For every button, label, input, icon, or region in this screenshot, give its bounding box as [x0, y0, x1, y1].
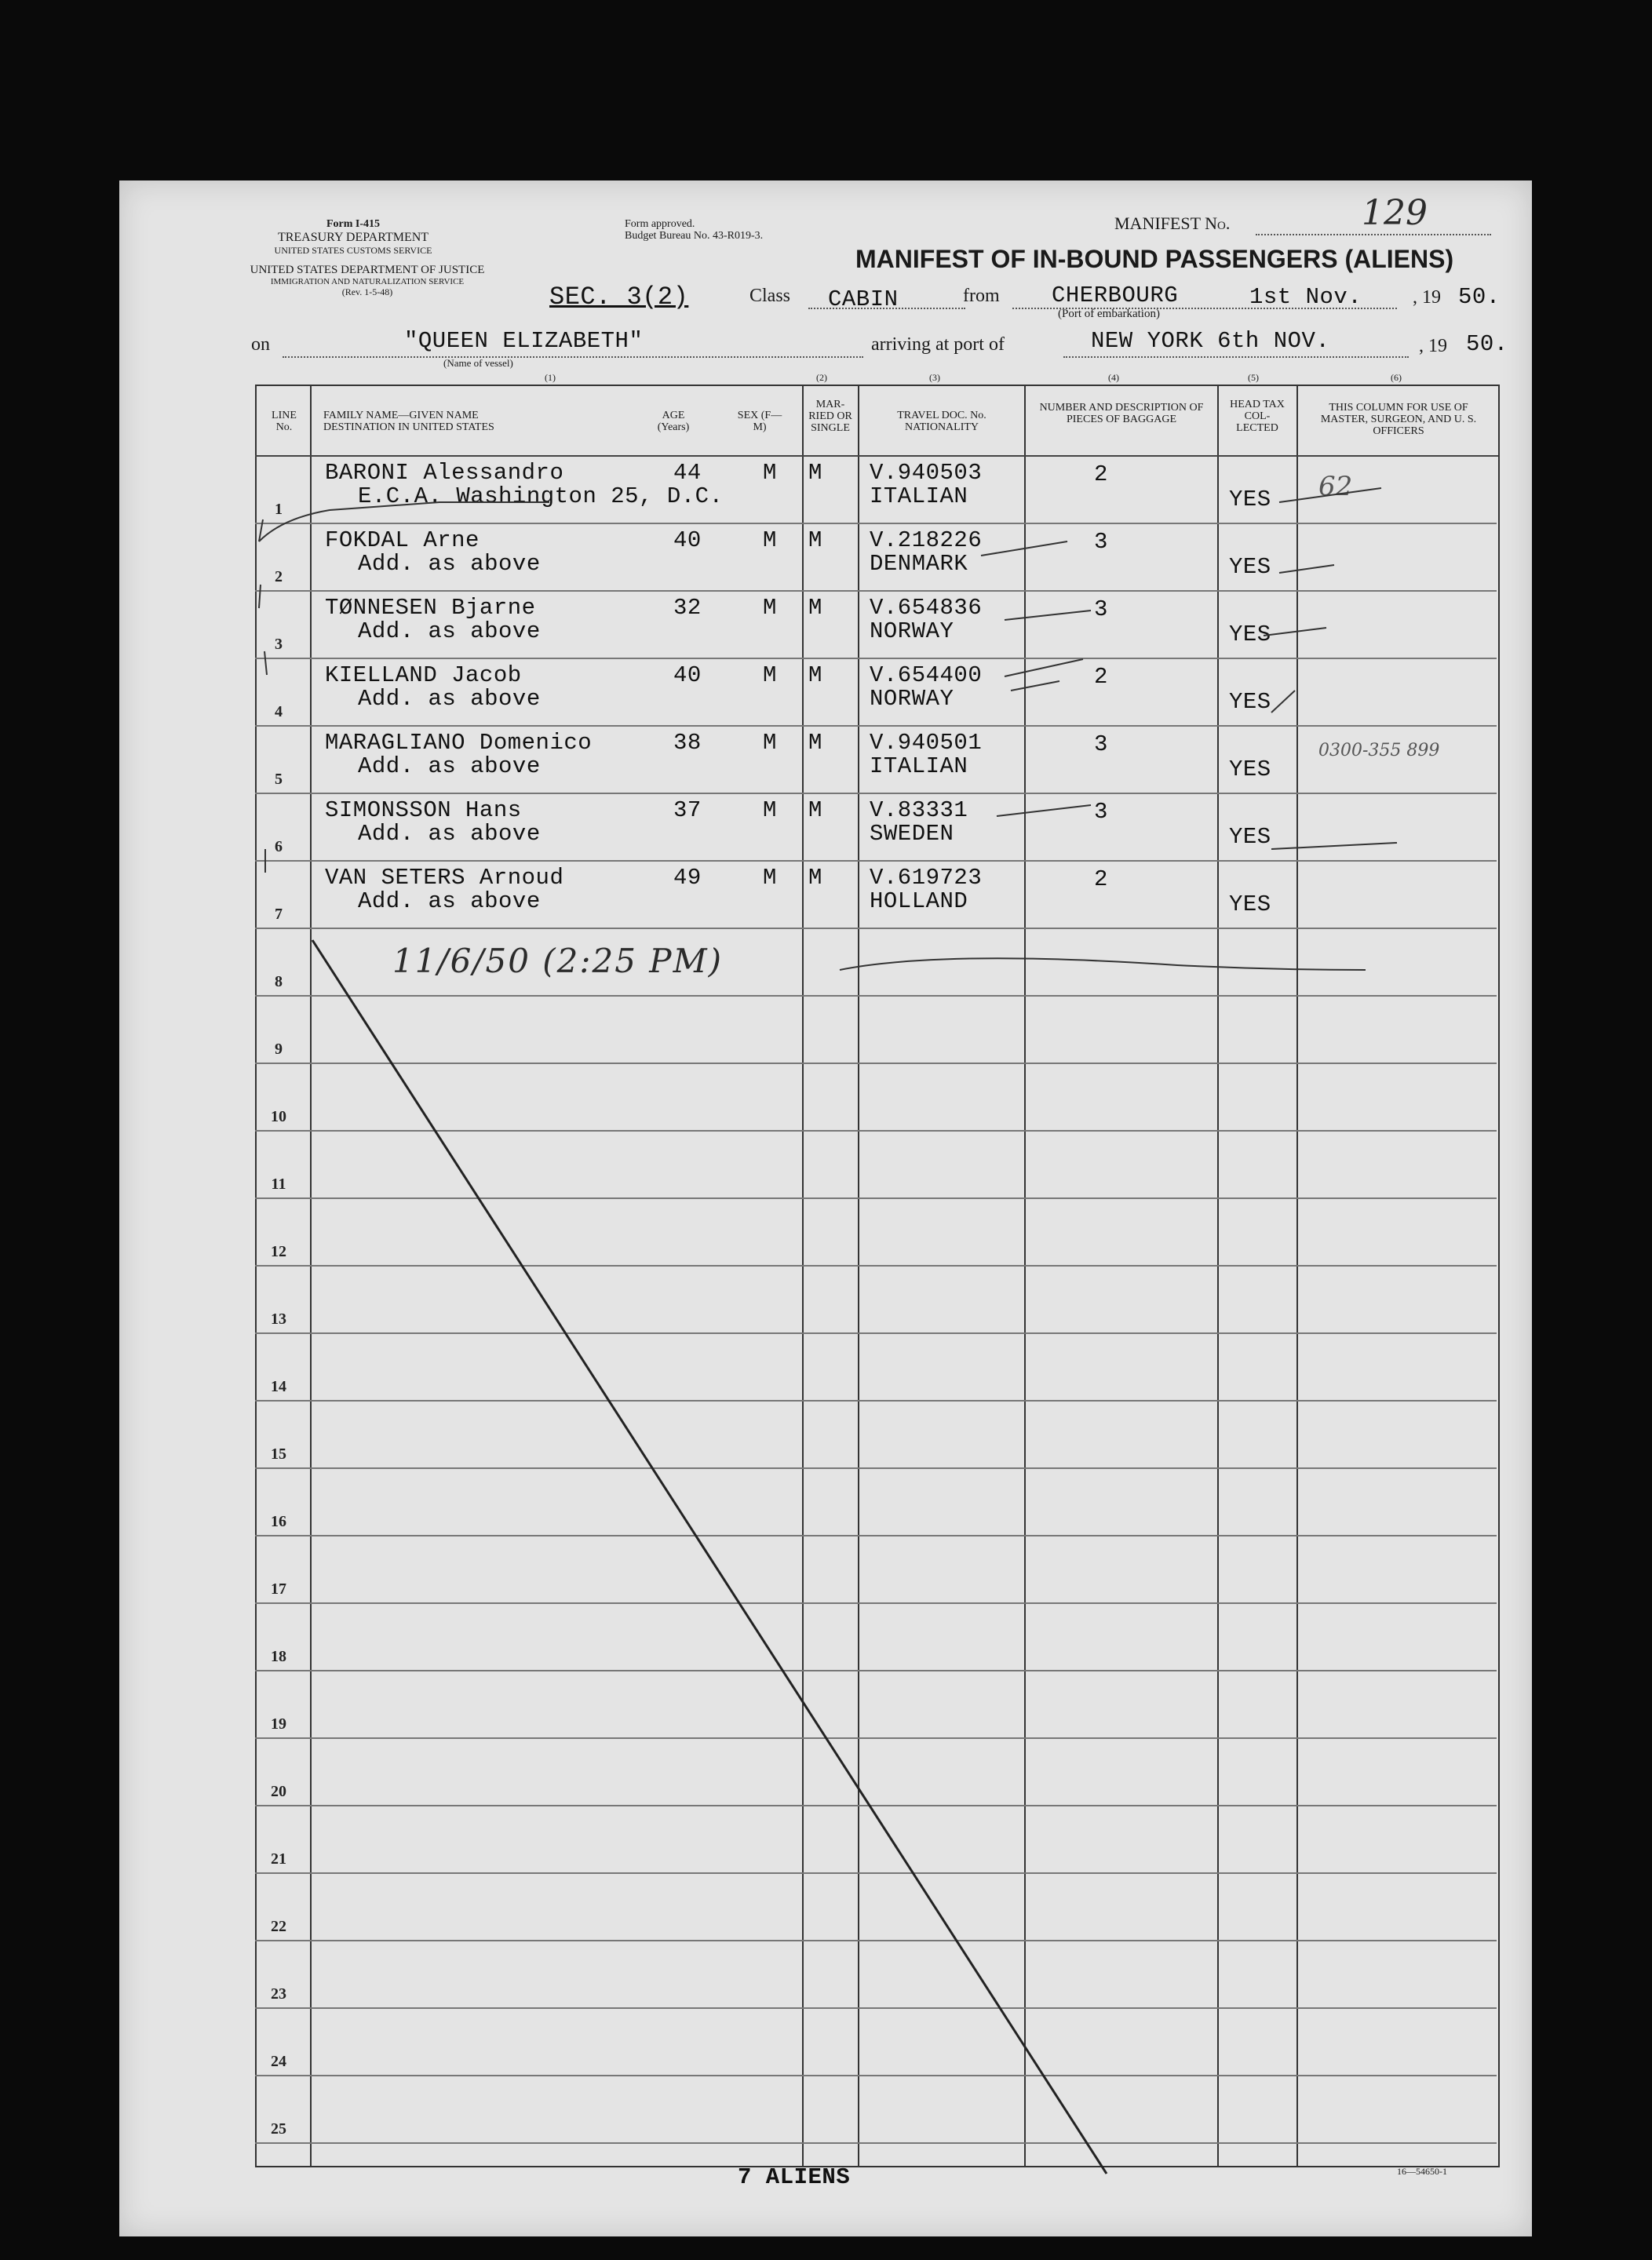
passenger-marital-status: M	[808, 865, 822, 891]
col-num-4: (4)	[1108, 372, 1119, 383]
passenger-nationality: ITALIAN	[870, 753, 968, 779]
class-label: Class	[749, 286, 791, 306]
line-number: 17	[271, 1580, 286, 1598]
head-tax-collected: YES	[1229, 891, 1271, 917]
col-num-1: (1)	[545, 372, 556, 383]
passenger-destination: Add. as above	[358, 753, 541, 779]
passenger-age: 40	[673, 527, 702, 553]
passenger-nationality: DENMARK	[870, 551, 968, 577]
passenger-destination: Add. as above	[358, 618, 541, 644]
passenger-name: FOKDAL Arne	[325, 527, 480, 553]
manifest-no-label: MANIFEST No.	[1114, 213, 1231, 233]
passenger-name: SIMONSSON Hans	[325, 797, 522, 823]
passenger-destination: Add. as above	[358, 686, 541, 712]
line-number: 23	[271, 1985, 286, 2003]
header-officers: THIS COLUMN FOR USE OF MASTER, SURGEON, AND U. S. OFFICERS	[1320, 402, 1477, 437]
arriving-label: arriving at port of	[871, 334, 1005, 355]
line-number: 7	[275, 906, 283, 923]
budget-bureau: Budget Bureau No. 43-R019-3.	[625, 230, 764, 242]
line-number: 22	[271, 1918, 286, 1935]
port-of-embarkation: CHERBOURG	[1052, 282, 1179, 308]
passenger-age: 38	[673, 730, 702, 756]
header-name: FAMILY NAME—GIVEN NAME DESTINATION IN UNITED STATES	[323, 410, 494, 433]
baggage-count: 3	[1094, 596, 1108, 622]
line-number: 12	[271, 1243, 286, 1260]
line-number: 25	[271, 2120, 286, 2138]
officer-note: 0300-355 899	[1318, 741, 1440, 760]
baggage-count: 2	[1094, 866, 1108, 892]
travel-doc-number: V.218226	[870, 527, 983, 553]
section-code: SEC. 3(2)	[549, 282, 689, 312]
passenger-marital-status: M	[808, 662, 822, 688]
passenger-name: MARAGLIANO Domenico	[325, 730, 593, 756]
travel-doc-number: V.940503	[870, 460, 983, 486]
passenger-age: 40	[673, 662, 702, 688]
class-value: CABIN	[828, 286, 899, 312]
passenger-sex: M	[763, 527, 777, 553]
passenger-age: 32	[673, 595, 702, 621]
line-number: 9	[275, 1041, 283, 1058]
passenger-nationality: HOLLAND	[870, 888, 968, 914]
line-number: 6	[275, 838, 283, 855]
line-number: 18	[271, 1648, 286, 1665]
handwritten-signature-line: 11/6/50 (2:25 PM)	[392, 942, 723, 980]
passenger-destination: Add. as above	[358, 551, 541, 577]
line-number: 16	[271, 1513, 286, 1530]
passenger-name: KIELLAND Jacob	[325, 662, 522, 688]
port-embark-note: (Port of embarkation)	[1058, 308, 1160, 320]
manifest-no-value: 129	[1362, 193, 1428, 233]
line-number: 2	[275, 568, 283, 585]
customs-service: UNITED STATES CUSTOMS SERVICE	[274, 245, 432, 256]
vessel-name: "QUEEN ELIZABETH"	[404, 328, 644, 354]
year-prefix-2: , 19	[1419, 336, 1447, 356]
baggage-count: 2	[1094, 664, 1108, 690]
line-number: 15	[271, 1445, 286, 1463]
form-number: Form I-415	[326, 218, 381, 230]
justice-dept: UNITED STATES DEPARTMENT OF JUSTICE	[250, 264, 485, 276]
on-label: on	[251, 334, 270, 355]
travel-doc-number: V.940501	[870, 730, 983, 756]
head-tax-collected: YES	[1229, 824, 1271, 850]
passenger-age: 44	[673, 460, 702, 486]
col-num-2: (2)	[816, 372, 827, 383]
passenger-nationality: ITALIAN	[870, 483, 968, 509]
form-approved: Form approved.	[625, 218, 695, 230]
passenger-name: BARONI Alessandro	[325, 460, 564, 486]
travel-doc-number: V.654836	[870, 595, 983, 621]
col-num-5: (5)	[1248, 372, 1259, 383]
passenger-marital-status: M	[808, 527, 822, 553]
form-code: 16—54650-1	[1397, 2166, 1447, 2177]
passenger-nationality: SWEDEN	[870, 821, 954, 847]
year-1: 50.	[1458, 284, 1501, 310]
line-number: 1	[275, 501, 283, 518]
head-tax-collected: YES	[1229, 689, 1271, 715]
passenger-marital-status: M	[808, 797, 822, 823]
line-number: 19	[271, 1715, 286, 1733]
baggage-count: 2	[1094, 461, 1108, 487]
passenger-name: TØNNESEN Bjarne	[325, 595, 536, 621]
manifest-title: MANIFEST OF IN-BOUND PASSENGERS (ALIENS)	[855, 245, 1454, 273]
year-prefix-1: , 19	[1413, 287, 1441, 308]
year-2: 50.	[1466, 331, 1508, 357]
head-tax-collected: YES	[1229, 756, 1271, 782]
travel-doc-number: V.619723	[870, 865, 983, 891]
passenger-destination: Add. as above	[358, 888, 541, 914]
vessel-note: (Name of vessel)	[443, 357, 513, 369]
head-tax-collected: YES	[1229, 487, 1271, 512]
line-number: 21	[271, 1850, 286, 1868]
baggage-count: 3	[1094, 529, 1108, 555]
footer-total-aliens: 7 ALIENS	[738, 2164, 851, 2190]
head-tax-collected: YES	[1229, 554, 1271, 580]
header-married: MAR-RIED OR SINGLE	[808, 399, 852, 434]
passenger-marital-status: M	[808, 730, 822, 756]
revision: (Rev. 1-5-48)	[341, 286, 393, 297]
passenger-marital-status: M	[808, 595, 822, 621]
baggage-count: 3	[1094, 799, 1108, 825]
passenger-sex: M	[763, 595, 777, 621]
passenger-sex: M	[763, 865, 777, 891]
arrival-port-date: NEW YORK 6th NOV.	[1091, 328, 1330, 354]
travel-doc-number: V.654400	[870, 662, 983, 688]
passenger-name: VAN SETERS Arnoud	[325, 865, 564, 891]
passenger-destination: E.C.A. Washington 25, D.C.	[358, 483, 724, 509]
passenger-age: 37	[673, 797, 702, 823]
header-travel-doc: TRAVEL DOC. No. NATIONALITY	[897, 410, 986, 433]
line-number: 13	[271, 1310, 286, 1328]
passenger-marital-status: M	[808, 460, 822, 486]
header-sex: SEX (F—M)	[737, 410, 782, 433]
passenger-nationality: NORWAY	[870, 618, 954, 644]
line-number: 20	[271, 1783, 286, 1800]
passenger-nationality: NORWAY	[870, 686, 954, 712]
head-tax-collected: YES	[1229, 622, 1271, 647]
departure-date: 1st Nov.	[1249, 284, 1362, 310]
line-number: 24	[271, 2053, 286, 2070]
header-line-no: LINE No.	[272, 410, 297, 433]
header-baggage: NUMBER AND DESCRIPTION OF PIECES OF BAGGAGE	[1039, 402, 1204, 425]
baggage-count: 3	[1094, 731, 1108, 757]
passenger-age: 49	[673, 865, 702, 891]
passenger-sex: M	[763, 460, 777, 486]
passenger-sex: M	[763, 797, 777, 823]
line-number: 10	[271, 1108, 286, 1125]
treasury-dept: TREASURY DEPARTMENT	[277, 231, 429, 244]
line-number: 14	[271, 1378, 286, 1395]
line-number: 3	[275, 636, 283, 653]
passenger-sex: M	[763, 662, 777, 688]
passenger-sex: M	[763, 730, 777, 756]
col-num-3: (3)	[929, 372, 940, 383]
line-number: 5	[275, 771, 283, 788]
line-number: 11	[271, 1176, 286, 1193]
header-age: AGE (Years)	[657, 410, 690, 433]
from-label: from	[963, 286, 1000, 306]
header-head-tax: HEAD TAX COL-LECTED	[1230, 399, 1285, 434]
col-num-6: (6)	[1391, 372, 1402, 383]
passenger-destination: Add. as above	[358, 821, 541, 847]
line-number: 8	[275, 973, 283, 990]
officer-note: 62	[1318, 471, 1353, 502]
ins-service: IMMIGRATION AND NATURALIZATION SERVICE	[270, 277, 465, 286]
travel-doc-number: V.83331	[870, 797, 968, 823]
line-number: 4	[275, 703, 283, 720]
